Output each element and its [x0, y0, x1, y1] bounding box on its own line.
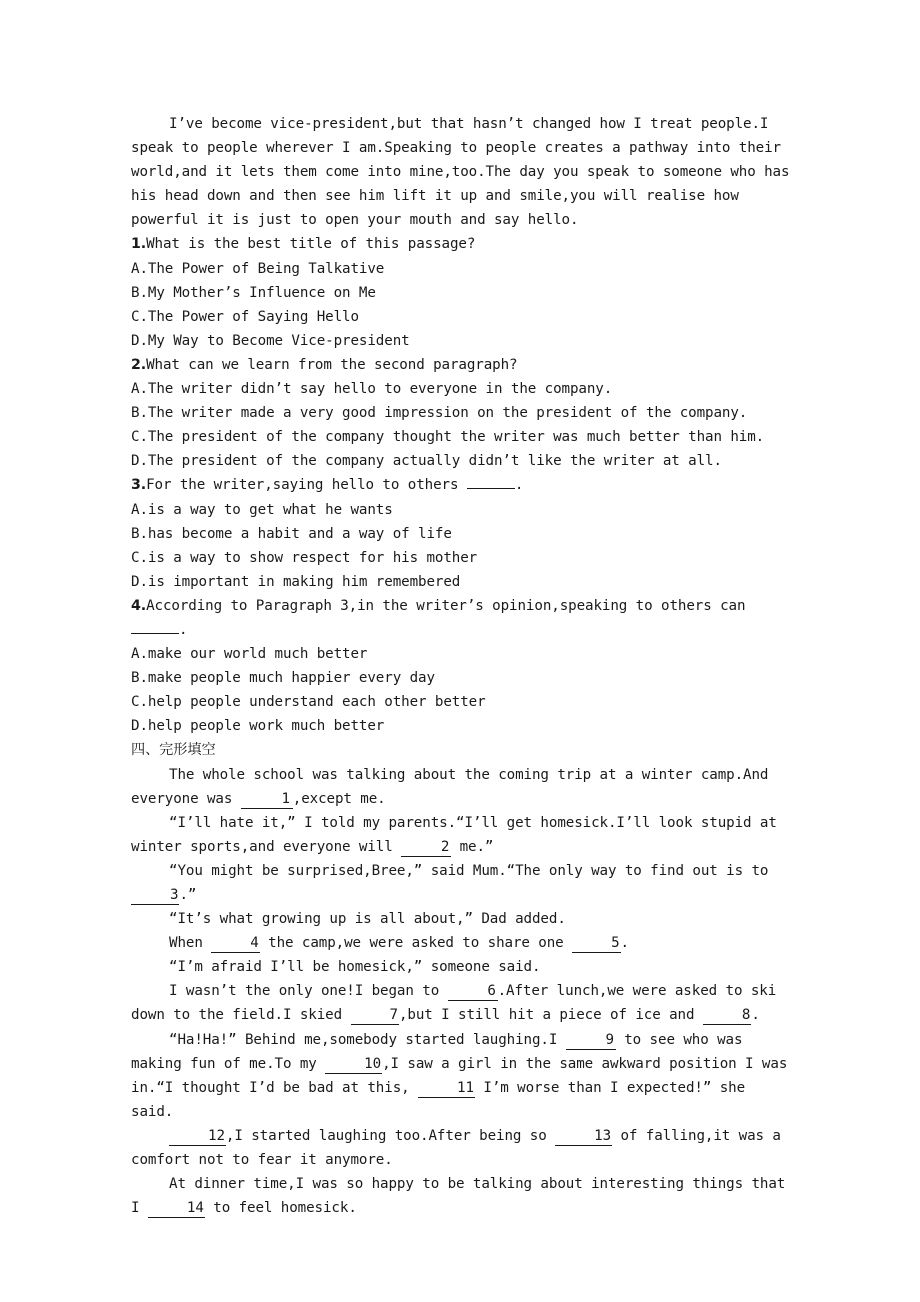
cloze-text: ,I started laughing too.After being so: [225, 1127, 547, 1144]
option-b: B.The writer made a very good impression on the president of the company.: [131, 405, 748, 422]
cloze-blank-6: 6: [448, 982, 498, 1001]
cloze-paragraph-3: [131, 859, 791, 907]
section-title: 四、完形填空: [131, 742, 216, 759]
option-a: A.The writer didn’t say hello to everyone in the company.: [131, 381, 613, 398]
cloze-blank-10: 10: [325, 1055, 382, 1074]
cloze-text: of falling,it was a comfort not to fear it anymore.: [131, 1127, 781, 1169]
question-number: 1.: [131, 236, 147, 253]
option-b: B.has become a habit and a way of life: [131, 525, 452, 542]
answer-blank: [131, 619, 179, 634]
question-stem: What can we learn from the second paragraph?: [146, 356, 518, 373]
passage-last-paragraph: I’ve become vice-president,but that hasn’t changed how I treat people.I speak to people wherever I am.Speaking to people creates a pathway into their world,and it lets them come into mine,too.The day you speak to someone who has his head down and then see him lift it up and smile,you will realise how powerful it is just to open your mouth and say hello.: [131, 116, 790, 229]
worksheet-page: [131, 112, 791, 1220]
cloze-paragraph-10: [131, 1172, 791, 1220]
question-4: [131, 594, 791, 739]
question-number: 3.: [131, 477, 147, 494]
cloze-passage: [131, 763, 791, 1221]
option-b: B.make people much happier every day: [131, 670, 435, 687]
option-d: D.My Way to Become Vice-president: [131, 332, 410, 349]
option-c: C.The Power of Saying Hello: [131, 308, 359, 325]
question-stem: What is the best title of this passage?: [146, 236, 476, 253]
question-3: [131, 473, 791, 593]
stem-end: .: [514, 477, 524, 494]
option-d: D.The president of the company actually didn’t like the writer at all.: [131, 453, 722, 470]
cloze-text: to see who was making fun of me.To my: [131, 1031, 743, 1072]
cloze-text: When: [169, 935, 203, 952]
cloze-paragraph-9: [131, 1124, 791, 1172]
cloze-text: .”: [179, 887, 197, 903]
cloze-text: .After lunch,we were asked to ski down to the field.I skied: [131, 983, 777, 1024]
cloze-paragraph-8: [131, 1028, 791, 1124]
cloze-paragraph-5: [131, 931, 791, 955]
option-d: D.help people work much better: [131, 718, 385, 735]
cloze-paragraph-4: “It’s what growing up is all about,” Dad added.: [169, 911, 566, 928]
cloze-paragraph-7: [131, 979, 791, 1027]
question-1: [131, 232, 791, 352]
cloze-text: me.”: [459, 838, 494, 855]
cloze-text: the camp,we were asked to share one: [268, 935, 564, 952]
cloze-blank-2: 2: [401, 838, 451, 857]
answer-blank: [467, 474, 515, 489]
option-a: A.is a way to get what he wants: [131, 501, 393, 518]
cloze-text: “I’ll hate it,” I told my parents.“I’ll get homesick.I’ll look stupid at winter sports,and everyone will: [131, 814, 777, 855]
cloze-text: “You might be surprised,Bree,” said Mum.“The only way to find out is to: [169, 862, 769, 879]
question-number: 2.: [131, 356, 147, 373]
cloze-text: ,but I still hit a piece of ice and: [398, 1007, 695, 1024]
cloze-text: .: [751, 1007, 760, 1024]
question-2: [131, 353, 791, 473]
cloze-blank-14: 14: [148, 1199, 205, 1218]
stem-end: .: [179, 621, 188, 638]
cloze-text: to feel homesick.: [213, 1200, 357, 1217]
question-stem: For the writer,saying hello to others: [146, 477, 459, 494]
cloze-text: ,I saw a girl in the same awkward position I was in.“I thought I’d be bad at this,: [131, 1055, 788, 1096]
cloze-blank-8: 8: [703, 1006, 751, 1025]
cloze-text: I’m worse than I expected!” she said.: [131, 1079, 746, 1120]
cloze-text: ,except me.: [292, 790, 386, 807]
cloze-text: .: [620, 935, 629, 952]
cloze-blank-4: 4: [211, 934, 259, 953]
cloze-paragraph-6: “I’m afraid I’ll be homesick,” someone said.: [169, 959, 541, 976]
cloze-paragraph-1: [131, 763, 791, 811]
cloze-text: At dinner time,I was so happy to be talking about interesting things that I: [131, 1176, 786, 1217]
cloze-blank-3: 3: [131, 886, 179, 905]
cloze-text: I wasn’t the only one!I began to: [169, 983, 440, 1000]
cloze-blank-12: 12: [169, 1127, 226, 1146]
cloze-blank-11: 11: [418, 1079, 475, 1098]
cloze-text: “Ha!Ha!” Behind me,somebody started laughing.I: [169, 1031, 558, 1048]
option-c: C.help people understand each other better: [131, 694, 486, 711]
cloze-paragraph-2: [131, 811, 791, 859]
question-number: 4.: [131, 597, 147, 614]
option-c: C.The president of the company thought the writer was much better than him.: [131, 429, 765, 446]
option-d: D.is important in making him remembered: [131, 573, 461, 590]
option-a: A.The Power of Being Talkative: [131, 260, 385, 277]
cloze-blank-7: 7: [351, 1006, 399, 1025]
option-c: C.is a way to show respect for his mother: [131, 549, 478, 566]
cloze-blank-5: 5: [572, 934, 620, 953]
cloze-blank-9: 9: [566, 1031, 616, 1050]
question-stem: According to Paragraph 3,in the writer’s opinion,speaking to others can: [146, 597, 746, 614]
option-a: A.make our world much better: [131, 646, 368, 663]
cloze-blank-1: 1: [241, 790, 293, 809]
cloze-text: The whole school was talking about the coming trip at a winter camp.And everyone was: [131, 766, 769, 807]
option-b: B.My Mother’s Influence on Me: [131, 284, 376, 301]
cloze-blank-13: 13: [555, 1127, 612, 1146]
